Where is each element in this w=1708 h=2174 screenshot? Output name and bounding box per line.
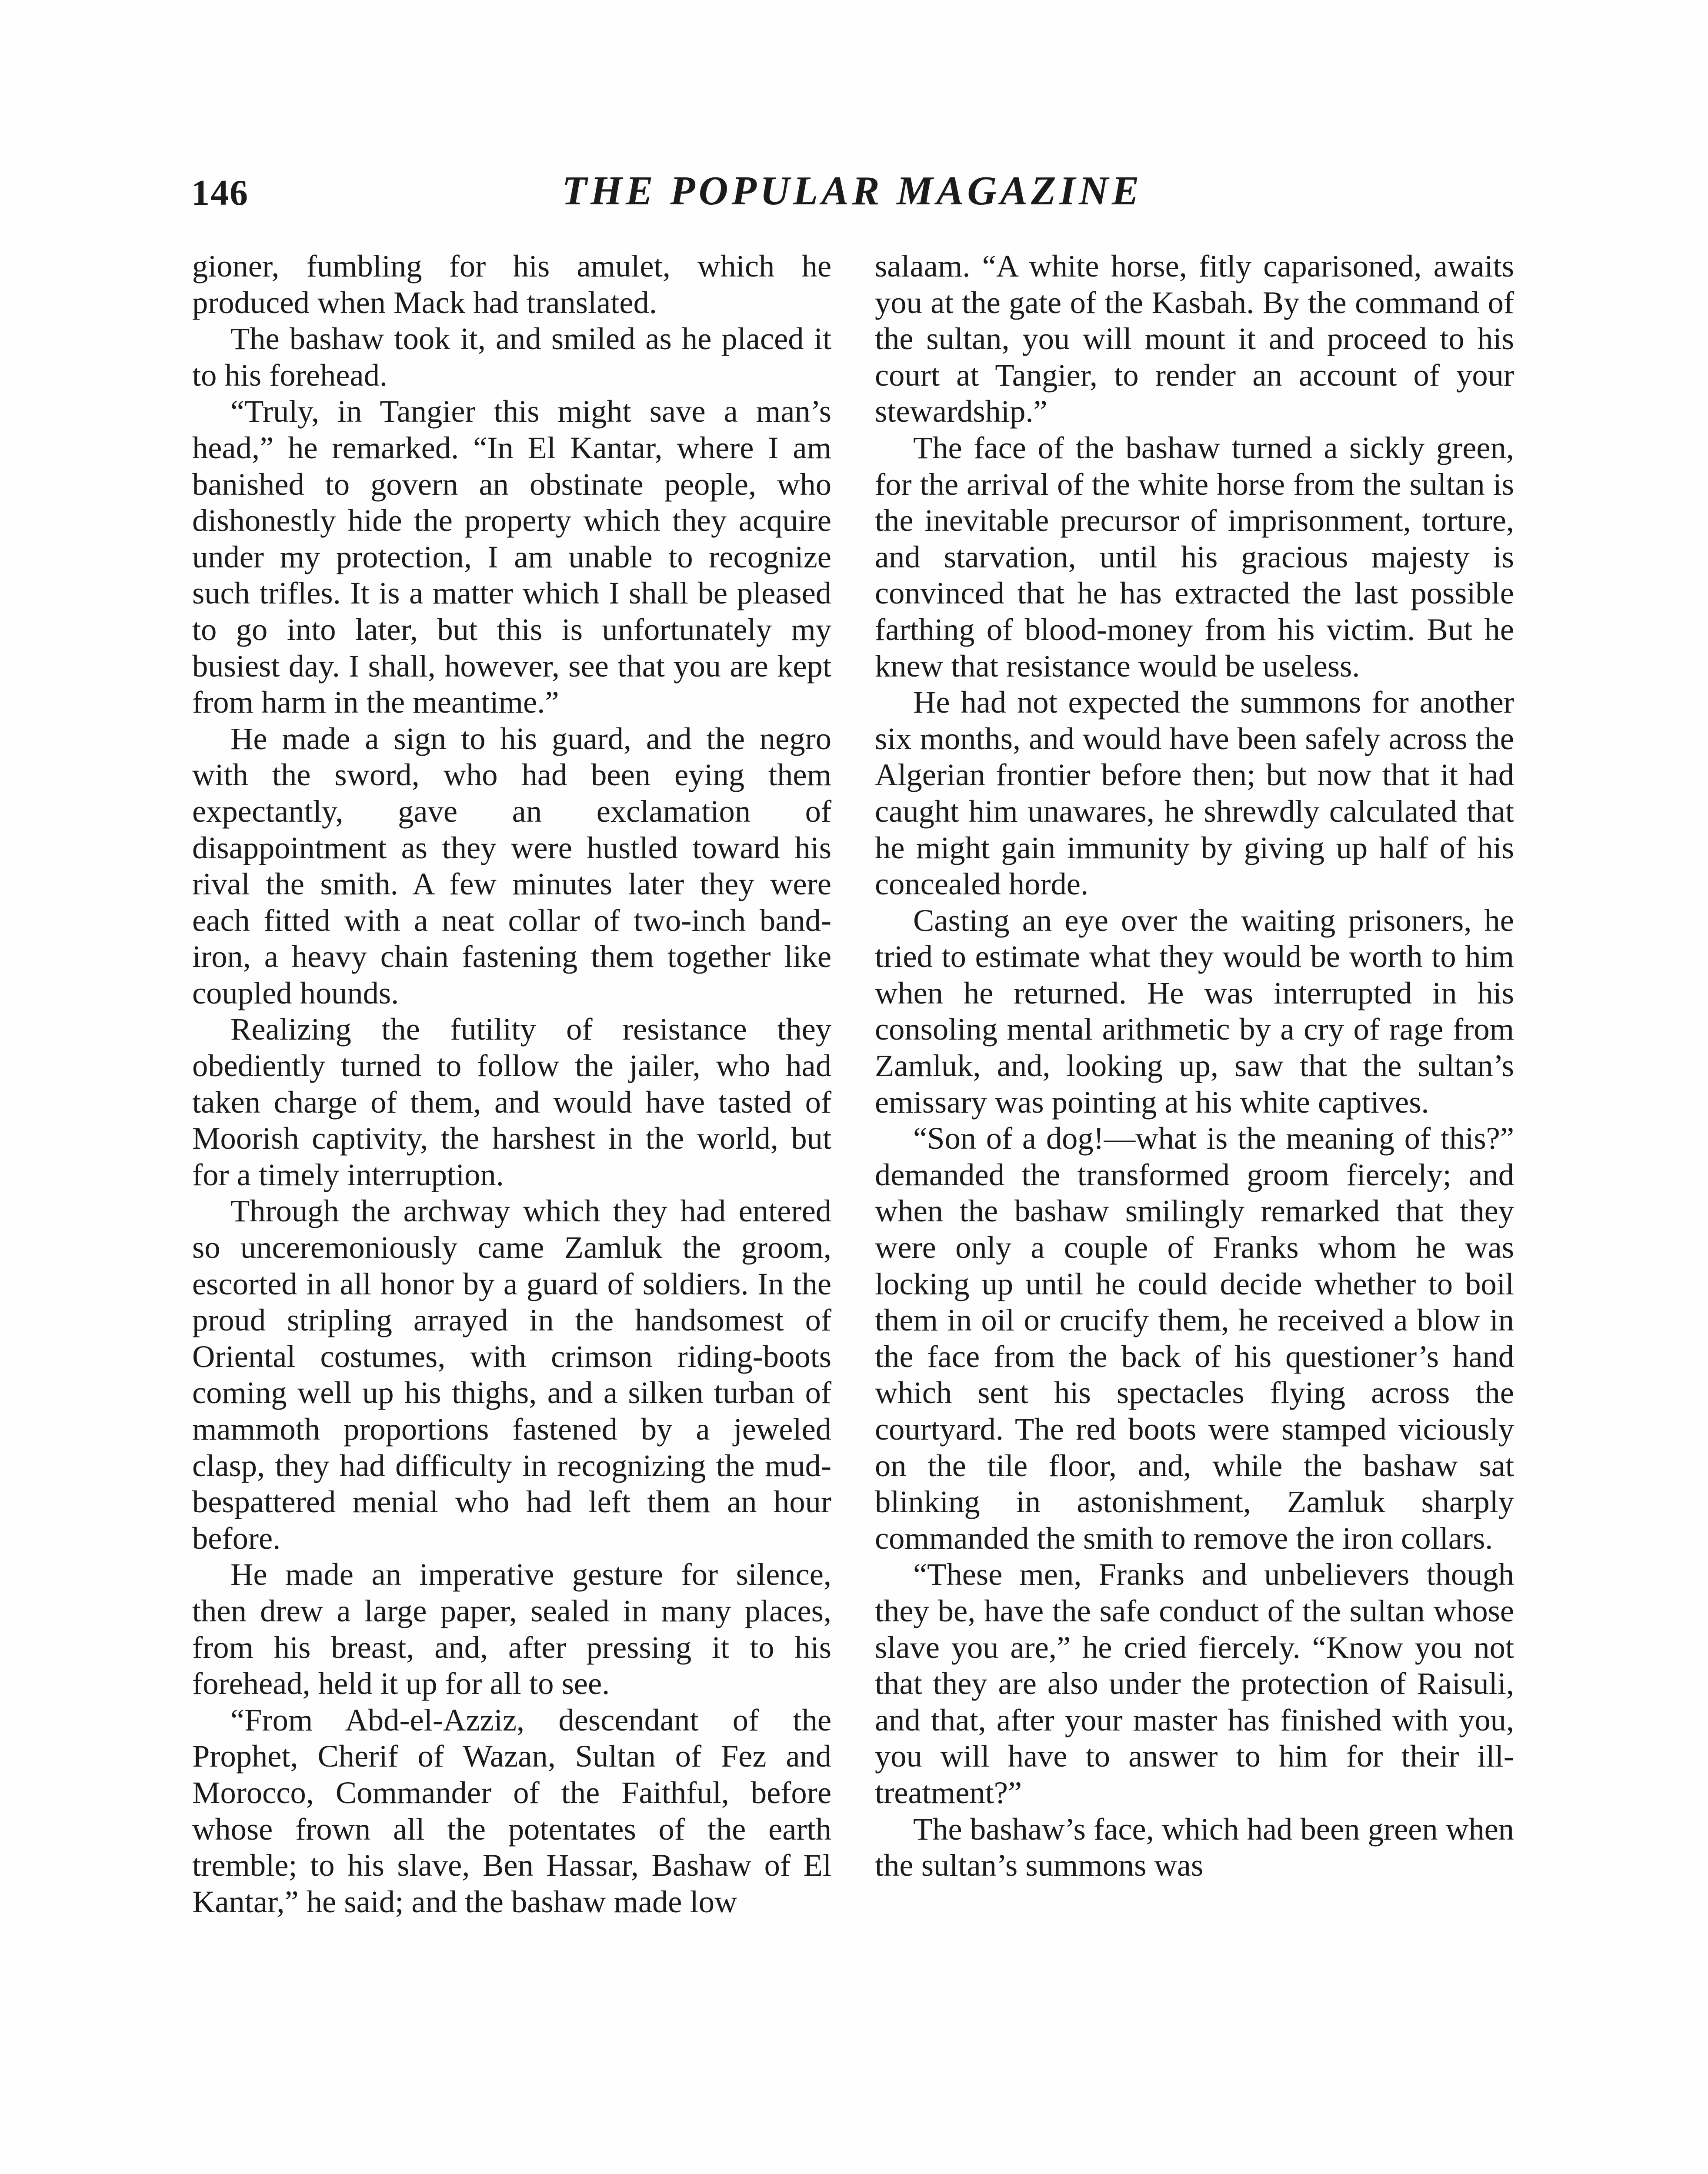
- paragraph: The bashaw’s face, which had been green when the sultan’s summons was: [875, 1811, 1514, 1883]
- page-header: [191, 167, 1513, 233]
- paragraph: He had not expected the summons for another six months, and would have been safely across the Algerian frontier before then; but now that it had caught him unawares, he shrewdly calculated that he might gain immunity by giving up half of his concealed horde.: [875, 684, 1514, 902]
- paragraph: gioner, fumbling for his amulet, which he produced when Mack had translated.: [192, 248, 831, 320]
- right-column: [875, 248, 1514, 1884]
- paragraph: “From Abd-el-Azziz, descendant of the Prophet, Cherif of Wazan, Sultan of Fez and Morocco, Commander of the Faithful, before whose frown all the potentates of the earth tremble; to his slave, Ben Hassar, Bashaw of El Kantar,” he said; and the bashaw made low: [192, 1702, 831, 1919]
- paragraph: “Son of a dog!—what is the meaning of this?” demanded the transformed groom fiercely; and when the bashaw smilingly remarked that they were only a couple of Franks whom he was locking up until he could decide whether to boil them in oil or crucify them, he received a blow in the face from the back of his questioner’s hand which sent his spectacles flying across the courtyard. The red boots were stamped viciously on the tile floor, and, while the bashaw sat blinking in astonishment, Zamluk sharply commanded the smith to remove the iron collars.: [875, 1120, 1514, 1556]
- paragraph: He made a sign to his guard, and the negro with the sword, who had been eying them expectantly, gave an exclamation of disappointment as they were hustled toward his rival the smith. A few minutes later they were each fitted with a neat collar of two-inch band-iron, a heavy chain fastening them together like coupled hounds.: [192, 720, 831, 1010]
- paragraph: Casting an eye over the waiting prisoners, he tried to estimate what they would be worth to him when he returned. He was interrupted in his consoling mental arithmetic by a cry of rage from Zamluk, and, looking up, saw that the sultan’s emissary was pointing at his white captives.: [875, 902, 1514, 1120]
- running-title: THE POPULAR MAGAZINE: [562, 168, 1143, 213]
- paragraph: Through the archway which they had entered so unceremoniously came Zamluk the groom, escorted in all honor by a guard of soldiers. In the proud stripling arrayed in the handsomest of Oriental costumes, with crimson riding-boots coming well up his thighs, and a silken turban of mammoth proportions fastened by a jeweled clasp, they had difficulty in recognizing the mud-bespattered menial who had left them an hour before.: [192, 1193, 831, 1556]
- paragraph: Realizing the futility of resistance they obediently turned to follow the jailer, who had taken charge of them, and would have tasted of Moorish captivity, the harshest in the world, but for a timely interruption.: [192, 1011, 831, 1192]
- paragraph: He made an imperative gesture for silence, then drew a large paper, sealed in many places, from his breast, and, after pressing it to his forehead, held it up for all to see.: [192, 1557, 831, 1701]
- paragraph: salaam. “A white horse, fitly caparisoned, awaits you at the gate of the Kasbah. By the command of the sultan, you will mount it and proceed to his court at Tangier, to render an account of your stewardship.”: [875, 248, 1514, 429]
- left-column: [192, 248, 831, 1920]
- paragraph: “Truly, in Tangier this might save a man’s head,” he remarked. “In El Kantar, where I am banished to govern an obstinate people, who dishonestly hide the property which they acquire under my protection, I am unable to recognize such trifles. It is a matter which I shall be pleased to go into later, but this is unfortunately my busiest day. I shall, however, see that you are kept from harm in the meantime.”: [192, 393, 831, 720]
- paragraph: “These men, Franks and unbelievers though they be, have the safe conduct of the sultan whose slave you are,” he cried fiercely. “Know you not that they are also under the protection of Raisuli, and that, after your master has finished with you, you will have to answer to him for their ill-treatment?”: [875, 1557, 1514, 1810]
- paragraph: The face of the bashaw turned a sickly green, for the arrival of the white horse from the sultan is the inevitable precursor of imprisonment, torture, and starvation, until his gracious majesty is convinced that he has extracted the last possible farthing of blood-money from his victim. But he knew that resistance would be useless.: [875, 430, 1514, 684]
- paragraph: The bashaw took it, and smiled as he placed it to his forehead.: [192, 321, 831, 393]
- page-number: 146: [191, 173, 249, 213]
